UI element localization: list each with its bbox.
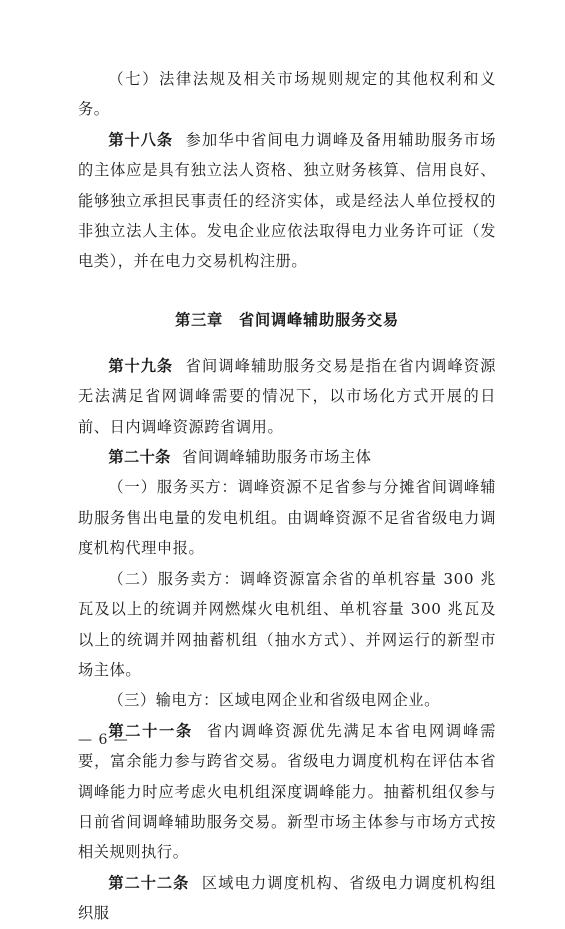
article-text: 省间调峰辅助服务交易是指在省内调峰资源无法满足省网调峰需要的情况下，以市场化方式开展的日前、日内调峰资源跨省调用。 [78,356,497,436]
clause-text: （二）服务卖方：调峰资源富余省的单机容量 300 兆瓦及以上的统调并网燃煤火电机组、单机容量 300 兆瓦及以上的统调并网抽蓄机组（抽水方式）、并网运行的新型市场主体。 [78,569,496,679]
article-text: 省内调峰资源优先满足本省电网调峰需要，富余能力参与跨省交易。省级电力调度机构在评估本省调峰能力时应考虑火电机组深度调峰能力。抽蓄机组仅参与日前省间调峰辅助服务交易。新型市场主体参与市场方式按相关规则执行。 [78,721,497,862]
article-heading: 第二十一条 [108,721,193,740]
clause-text: （一）服务买方：调峰资源不足省参与分摊省间调峰辅助服务售出电量的发电机组。由调峰资源不足省省级电力调度机构代理申报。 [78,478,496,558]
article-heading: 第十九条 [108,356,174,375]
article-21 [78,716,496,868]
clause-7 [78,64,496,125]
article-20 [78,442,496,472]
article-text: 省间调峰辅助服务市场主体 [182,448,372,467]
document-body [78,64,496,929]
clause-buyer [78,472,496,563]
article-19 [78,351,496,442]
chapter-title: 第三章 省间调峰辅助服务交易 [175,310,399,329]
clause-transmitter [78,685,496,715]
article-text: 区域电力调度机构、省级电力调度机构组织服 [78,873,497,923]
clause-seller [78,564,496,686]
article-18 [78,125,496,277]
article-text: 参加华中省间电力调峰及备用辅助服务市场的主体应是具有独立法人资格、独立财务核算、信用良好、能够独立承担民事责任的经济实体，或是经法人单位授权的非独立法人主体。发电企业应依法取得电力业务许可证（发电类），并在电力交易机构注册。 [78,130,497,271]
clause-text: （三）输电方：区域电网企业和省级电网企业。 [108,691,440,710]
article-heading: 第二十二条 [108,873,190,892]
page-number: — 6 — [78,732,129,748]
article-22 [78,868,496,929]
article-heading: 第十八条 [108,130,174,149]
article-heading: 第二十条 [108,448,171,467]
clause-text: （七）法律法规及相关市场规则规定的其他权利和义务。 [78,70,496,119]
